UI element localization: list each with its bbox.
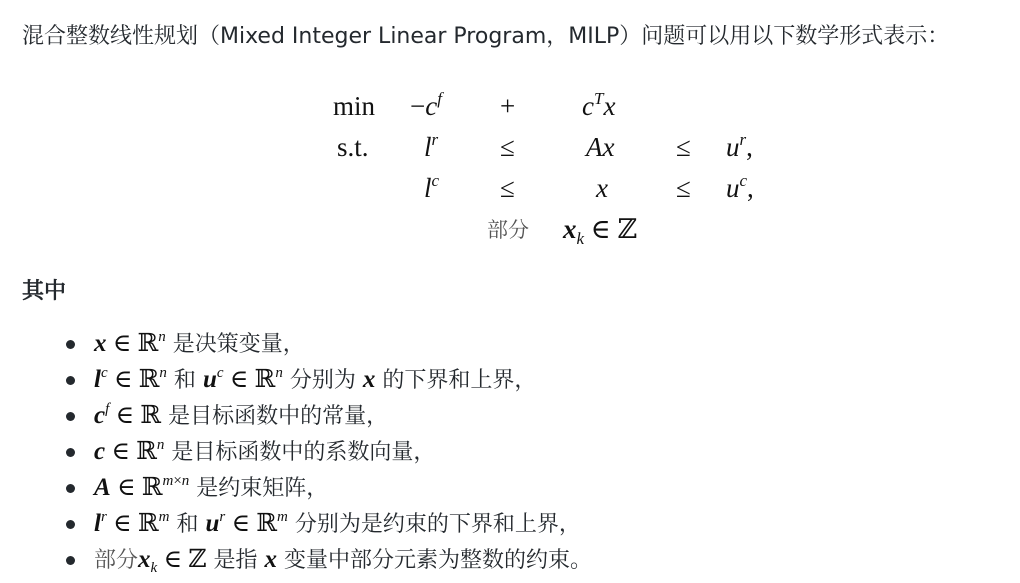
- item-text: 的下界和上界，: [382, 368, 537, 393]
- milp-formula: [0, 0, 1020, 260]
- row-lower-bound: $l^r$: [424, 130, 439, 162]
- leq-sign: ≤: [500, 132, 515, 162]
- math-inline: x: [362, 366, 376, 393]
- bullet-icon: [66, 484, 75, 493]
- objective-constant-term: $-c^f$: [410, 89, 442, 121]
- st-label: s.t.: [337, 132, 369, 162]
- math-inline: $u^r$ ∈ ℝ$^m$: [205, 509, 288, 537]
- math-inline: A ∈ ℝ$^{m\times n}$: [94, 473, 190, 501]
- list-item: [62, 544, 1012, 580]
- item-prefix: 部分: [94, 548, 139, 573]
- item-conjunction: 和: [173, 368, 196, 393]
- row-upper-bound: $u^r$,: [726, 130, 753, 162]
- list-item: [62, 364, 1012, 400]
- math-inline: x ∈ ℝ$^n$: [94, 329, 166, 357]
- integrality-constraint: $x_k$ ∈ ℤ: [563, 214, 638, 248]
- item-text: 是指: [213, 548, 258, 573]
- list-item: [62, 508, 1012, 544]
- intro-paragraph: 混合整数线性规划（Mixed Integer Linear Program，MILP）问题可以用以下数学形式表示：: [22, 24, 950, 49]
- list-item: [62, 472, 1012, 508]
- min-label: min: [333, 91, 376, 121]
- column-lower-bound: $l^c$: [424, 171, 440, 203]
- bullet-icon: [66, 340, 75, 349]
- item-text: 是目标函数中的系数向量，: [171, 440, 436, 465]
- decision-variable: x: [596, 173, 608, 203]
- math-inline: $x_k$ ∈ ℤ: [138, 546, 207, 576]
- section-heading: 其中: [22, 279, 67, 304]
- objective-linear-term: $c^Tx$: [582, 89, 616, 121]
- item-text: 变量中部分元素为整数的约束。: [283, 548, 592, 573]
- minus-sign: −: [410, 91, 426, 121]
- item-conjunction: 和: [176, 512, 199, 537]
- leq-sign: ≤: [676, 132, 691, 162]
- item-text: 分别为: [289, 368, 356, 393]
- bullet-icon: [66, 412, 75, 421]
- item-text: 是约束矩阵，: [196, 476, 329, 501]
- list-item: [62, 328, 1012, 364]
- comma: ,: [746, 132, 753, 162]
- math-inline: $l^r$ ∈ ℝ$^m$: [94, 509, 170, 537]
- bullet-icon: [66, 556, 75, 565]
- item-text: 是决策变量，: [172, 332, 305, 357]
- item-text: 是目标函数中的常量，: [168, 404, 389, 429]
- math-inline: c ∈ ℝ$^n$: [94, 437, 165, 465]
- bullet-icon: [66, 448, 75, 457]
- item-text: 分别为是约束的下界和上界，: [294, 512, 581, 537]
- comma: ,: [747, 173, 754, 203]
- math-inline: $c^f$ ∈ ℝ: [94, 401, 162, 429]
- leq-sign: ≤: [500, 173, 515, 203]
- math-inline: $l^c$ ∈ ℝ$^n$: [94, 365, 167, 393]
- list-item: [62, 436, 1012, 472]
- leq-sign: ≤: [676, 173, 691, 203]
- math-inline: x: [264, 546, 277, 573]
- definition-list: [62, 328, 1012, 580]
- bullet-icon: [66, 520, 75, 529]
- bullet-icon: [66, 376, 75, 385]
- list-item: [62, 400, 1012, 436]
- partial-label: 部分: [487, 218, 529, 242]
- column-upper-bound: $u^c$,: [726, 171, 754, 203]
- plus-sign: +: [500, 91, 516, 121]
- math-inline: $u^c$ ∈ ℝ$^n$: [202, 365, 283, 393]
- constraint-expression: Ax: [586, 132, 615, 162]
